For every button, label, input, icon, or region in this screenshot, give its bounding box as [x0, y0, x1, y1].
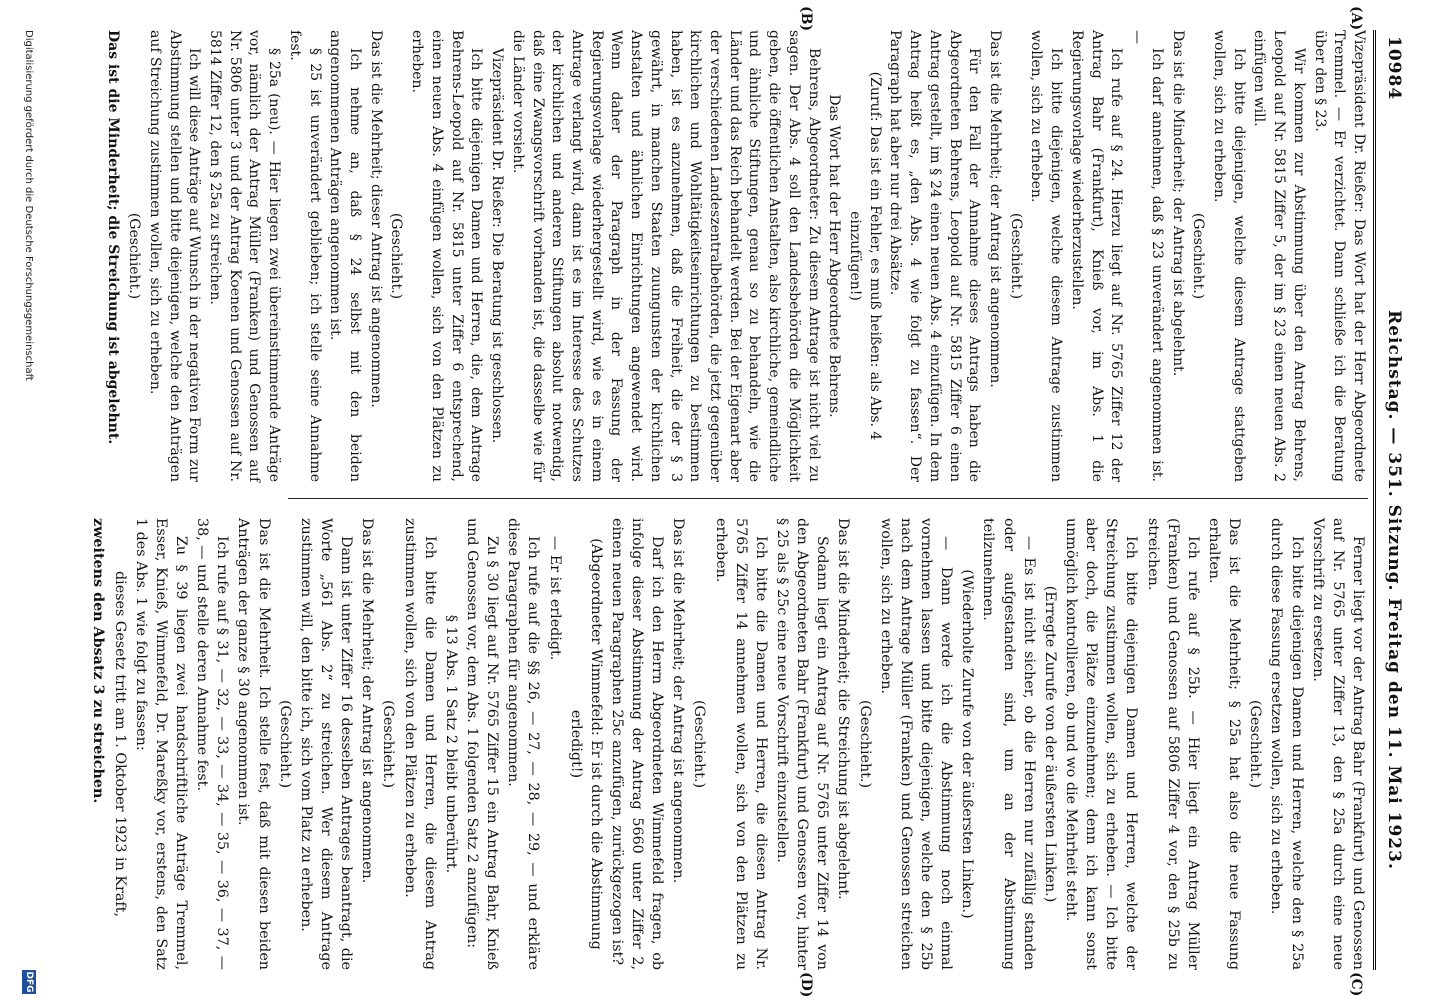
- paragraph: Das ist die Mehrheit; der Antrag ist angenommen.: [670, 518, 687, 884]
- paragraph: (Zuruf: Das ist ein Fehler, es muß heißen: als Abs. 4 einzufügen!): [847, 71, 883, 441]
- paragraph: § 25a (neu). — Hier liegen zwei übereinstimmende Anträge vor, nämlich der Antrag Müller (Franken) und Genossen auf Nr. 5806 unter 3 und der Antrag Koenen und Genossen auf Nr. 5814 Ziffer 12, den § 25a zu streichen.: [207, 30, 283, 482]
- paragraph: Dann ist unter Ziffer 16 desselben Antrages beantragt, die Worte „561 Abs. 2“ zu streichen. Wer diesem Antrage zustimmen will, den bitte ich, sich vom Platz zu erheben.: [297, 518, 355, 970]
- paragraph: Ich bitte diejenigen, welche diesem Antrage zustimmen wollen, sich zu erheben.: [1028, 30, 1065, 482]
- page-number: 10984: [1384, 36, 1404, 101]
- paragraph: (Geschieht.): [1247, 699, 1264, 789]
- paragraph: Für den Fall der Annahme dieses Antrags haben die Abgeordneten Behrens, Leopold auf Nr. 5815 Ziffer 6 einen Antrag gestellt, im § 24 einen neuen Abs. 4 einzufügen. In dem Antrag heißt es, „den Abs. 4 wie folgt zu fassen“. Der Paragraph hat aber nur drei Absätze.: [887, 30, 983, 482]
- paragraph: § 13 Abs. 1 Satz 2 bleibt unberührt.: [442, 614, 459, 874]
- paragraph: (Geschieht.): [380, 699, 397, 789]
- paragraph: (Abgeordneter Wimmefeld: Er ist durch die Abstimmung erledigt!): [567, 538, 604, 950]
- paragraph: Ich bitte die Damen und Herren, die diesen Antrag Nr. 5765 Ziffer 14 annehmen wollen, sich von den Plätzen zu erheben.: [712, 518, 769, 970]
- paragraph: Behrens, Abgeordneter: Zu diesem Antrage ist nicht viel zu sagen. Der Abs. 4 soll den Landesbehörden die Möglichkeit geben, die öffentlichen Anstalten, also kirchliche, gemeindliche und ähnliche Stiftungen, genau so zu behandeln, wie die Länder und das Reich behandelt werden. Bei der Eigenart aber der verschiedenen Landeszentralbehörden, die jetzt gegenüber kirchlichen und Wohltätigkeitseinrichtungen zu bestimmen haben, ist es anzunehmen, daß die Freiheit, die der § 3 gewährt, in manchen Staaten zuungunsten der kirchlichen Anstalten und ähnlichen Einrichtungen angewendet wird. Wenn daher der Paragraph in der Fassung der Regierungsvorlage wiederhergestellt wird, wie es in einem Antrage verlangt wird, dann ist es im Interesse des Schutzes der kirchlichen und anderen Stiftungen absolut notwendig, daß eine Zwangsvorschrift vorhanden ist, die dasselbe wie für die Länder vorsieht.: [509, 30, 822, 482]
- paragraph: Ich will diese Anträge auf Wunsch in der negativen Form zur Abstimmung stellen und bitte diejenigen, welche den Anträgen auf Streichung zustimmen wollen, sich zu erheben.: [146, 30, 203, 482]
- paragraph: — Er ist erledigt.: [546, 536, 563, 661]
- paragraph: — Es ist nicht sicher, ob die Herren nur zufällig standen oder aufgestanden sind, um an der Abstimmung teilzunehmen.: [980, 518, 1037, 970]
- paragraph: § 25 ist unverändert geblieben; ich stelle seine Annahme fest.: [286, 30, 323, 482]
- paragraph: Das ist die Minderheit; die Streichung ist abgelehnt.: [835, 518, 852, 900]
- margin-marker-d: (D): [798, 972, 814, 998]
- paragraph: dieses Gesetz tritt am 1. Oktober 1923 in Kraft,: [111, 571, 128, 917]
- paragraph: Das ist die Mehrheit; der Antrag ist angenommen.: [359, 518, 376, 884]
- header-title: Reichstag. — 351. Sitzung. Freitag den 11. Mai 1923.: [1384, 310, 1404, 870]
- margin-marker-b: (B): [798, 6, 814, 32]
- paragraph: Ich bitte diejenigen Damen und Herren, die, dem Antrage Behrens-Leopold auf Nr. 5815 unter Ziffer 6 entsprechend, einen neuen Abs. 4 einfügen wollen, sich von den Plätzen zu erheben.: [409, 30, 485, 482]
- paragraph: Das Wort hat der Herr Abgeordnete Behrens.: [826, 94, 843, 418]
- paragraph: Ich rufe auf § 31, — 32, — 33, — 34, — 35, — 36, — 37, — 38, — und stelle deren Annahme fest.: [194, 518, 231, 970]
- paragraph: Ich rufe auf die §§ 26, — 27, — 28, — 29, — und erkläre diese Paragraphen für angenommen.: [505, 518, 542, 970]
- paragraph: (Geschieht.): [388, 212, 405, 300]
- paragraph: Das ist die Mehrheit. Ich stelle fest, daß mit diesen beiden Anträgen der ganze § 30 angenommen ist.: [235, 518, 272, 970]
- margin-marker-a: (A): [1348, 6, 1364, 31]
- paragraph: Das ist die Minderheit; der Antrag ist abgelehnt.: [1169, 30, 1186, 377]
- paragraph: Ich bitte diejenigen, welche diesem Antrage stattgeben wollen, sich zu erheben.: [1210, 30, 1247, 482]
- paragraph: Vizepräsident Dr. Rießer: Die Beratung ist geschlossen.: [489, 48, 506, 444]
- paragraph: Ich bitte diejenigen Damen und Herren, welche der Streichung zustimmen wollen, sich zu erheben. — Ich bitte aber doch, die Plätze einzunehmen; denn ich kann sonst unmöglich kontrollieren, ob und wo die Mehrheit steht.: [1063, 518, 1140, 970]
- paragraph: (Wiederholte Zurufe von der äußersten Linken.): [959, 569, 976, 919]
- paragraph: (Erregte Zurufe von der äußersten Linken.): [1041, 585, 1058, 903]
- right-column: [87, 518, 1368, 970]
- paragraph: Das ist die Minderheit; die Streichung ist abgelehnt.: [105, 30, 122, 445]
- paragraph: Ich bitte die Damen und Herren, die diesem Antrag zustimmen wollen, sich von den Plätzen zu erheben.: [401, 518, 438, 970]
- margin-marker-c: (C): [1348, 972, 1364, 997]
- dfg-logo: DFG: [24, 971, 34, 993]
- page-header: [1380, 36, 1406, 964]
- paragraph: Das ist die Mehrheit; der Antrag ist angenommen.: [987, 30, 1004, 388]
- paragraph: (Geschieht.): [856, 699, 873, 789]
- paragraph: (Geschieht.): [1007, 212, 1024, 300]
- paragraph: zweitens den Absatz 3 zu streichen.: [90, 518, 107, 804]
- paragraph: Ich nehme an, daß § 24 selbst mit den beiden angenommenen Anträgen angenommen ist.: [327, 30, 364, 482]
- paragraph: Ich darf annehmen, daß § 23 unverändert angenommen ist. —: [1129, 30, 1165, 482]
- paragraph: (Geschieht.): [1190, 212, 1207, 300]
- left-column: [102, 30, 1368, 482]
- paragraph: Vizepräsident Dr. Rießer: Das Wort hat der Herr Abgeordnete Tremmel. — Er verzichtet. Dann schließe ich die Beratung über den § 23.: [1311, 30, 1367, 482]
- paragraph: Wir kommen zur Abstimmung über den Antrag Behrens, Leopold auf Nr. 5815 Ziffer 5, der im § 23 einen neuen Abs. 2 einfügen will.: [1251, 30, 1307, 482]
- paragraph: Zu § 39 liegen zwei handschriftliche Anträge Tremmel, Esser, Knieß, Wimmefeld, Dr. Mareßky vor, erstens, den Satz 1 des Abs. 1 wie folgt zu fassen:: [132, 518, 189, 970]
- paragraph: — Dann werde ich die Abstimmung noch einmal vornehmen lassen und bitte diejenigen, welche den § 25b nach dem Antrage Müller (Franken) und Genossen streichen wollen, sich zu erheben.: [877, 518, 955, 970]
- paragraph: Ferner liegt vor der Antrag Bahr (Frankfurt) und Genossen auf Nr. 5765 unter Ziffer 13, den § 25a durch eine neue Vorschrift zu ersetzen.: [1309, 518, 1366, 970]
- paragraph: Ich rufe auf § 24. Hierzu liegt auf Nr. 5765 Ziffer 12 der Antrag Bahr (Frankfurt), Knieß vor, im Abs. 1 die Regierungsvorlage wiederherzustellen.: [1068, 30, 1125, 482]
- paragraph: Ich rufe auf § 25b. — Hier liegt ein Antrag Müller (Franken) und Genossen auf 5806 Ziffer 4 vor, den § 25b zu streichen.: [1144, 518, 1201, 970]
- digitization-credit: Digitalisierung gefördert durch die Deutsche Forschungsgemeinschaft: [23, 30, 34, 381]
- paragraph: Das ist die Mehrheit; § 25a hat also die neue Fassung erhalten.: [1206, 518, 1243, 970]
- paragraph: (Geschieht.): [276, 699, 293, 789]
- header-rule: [1373, 30, 1376, 970]
- paragraph: Sodann liegt ein Antrag auf Nr. 5765 unter Ziffer 14 von den Abgeordneten Bahr (Frankfurt) und Genossen vor, hinter § 25 als § 25c eine neue Vorschrift einzustellen.: [774, 518, 831, 970]
- paragraph: Das ist die Mehrheit; dieser Antrag ist angenommen.: [367, 30, 384, 408]
- paragraph: Ich bitte diejenigen Damen und Herren, welche den § 25a durch diese Fassung ersetzen wollen, sich zu erheben.: [1268, 518, 1305, 970]
- column-divider: [288, 498, 1368, 499]
- paragraph: (Geschieht.): [126, 212, 143, 300]
- paragraph: Zu § 30 liegt auf Nr. 5765 Ziffer 15 ein Antrag Bahr, Knieß und Genossen vor, dem Abs. 1 folgenden Satz 2 anzufügen:: [463, 518, 501, 970]
- paragraph: (Geschieht.): [691, 699, 708, 789]
- paragraph: Darf ich den Herrn Abgeordneten Wimmefeld fragen, ob infolge dieser Abstimmung der Antrag 5660 unter Ziffer 2, einen neuen Paragraphen 25c anzufügen, zurückgezogen ist?: [608, 518, 666, 970]
